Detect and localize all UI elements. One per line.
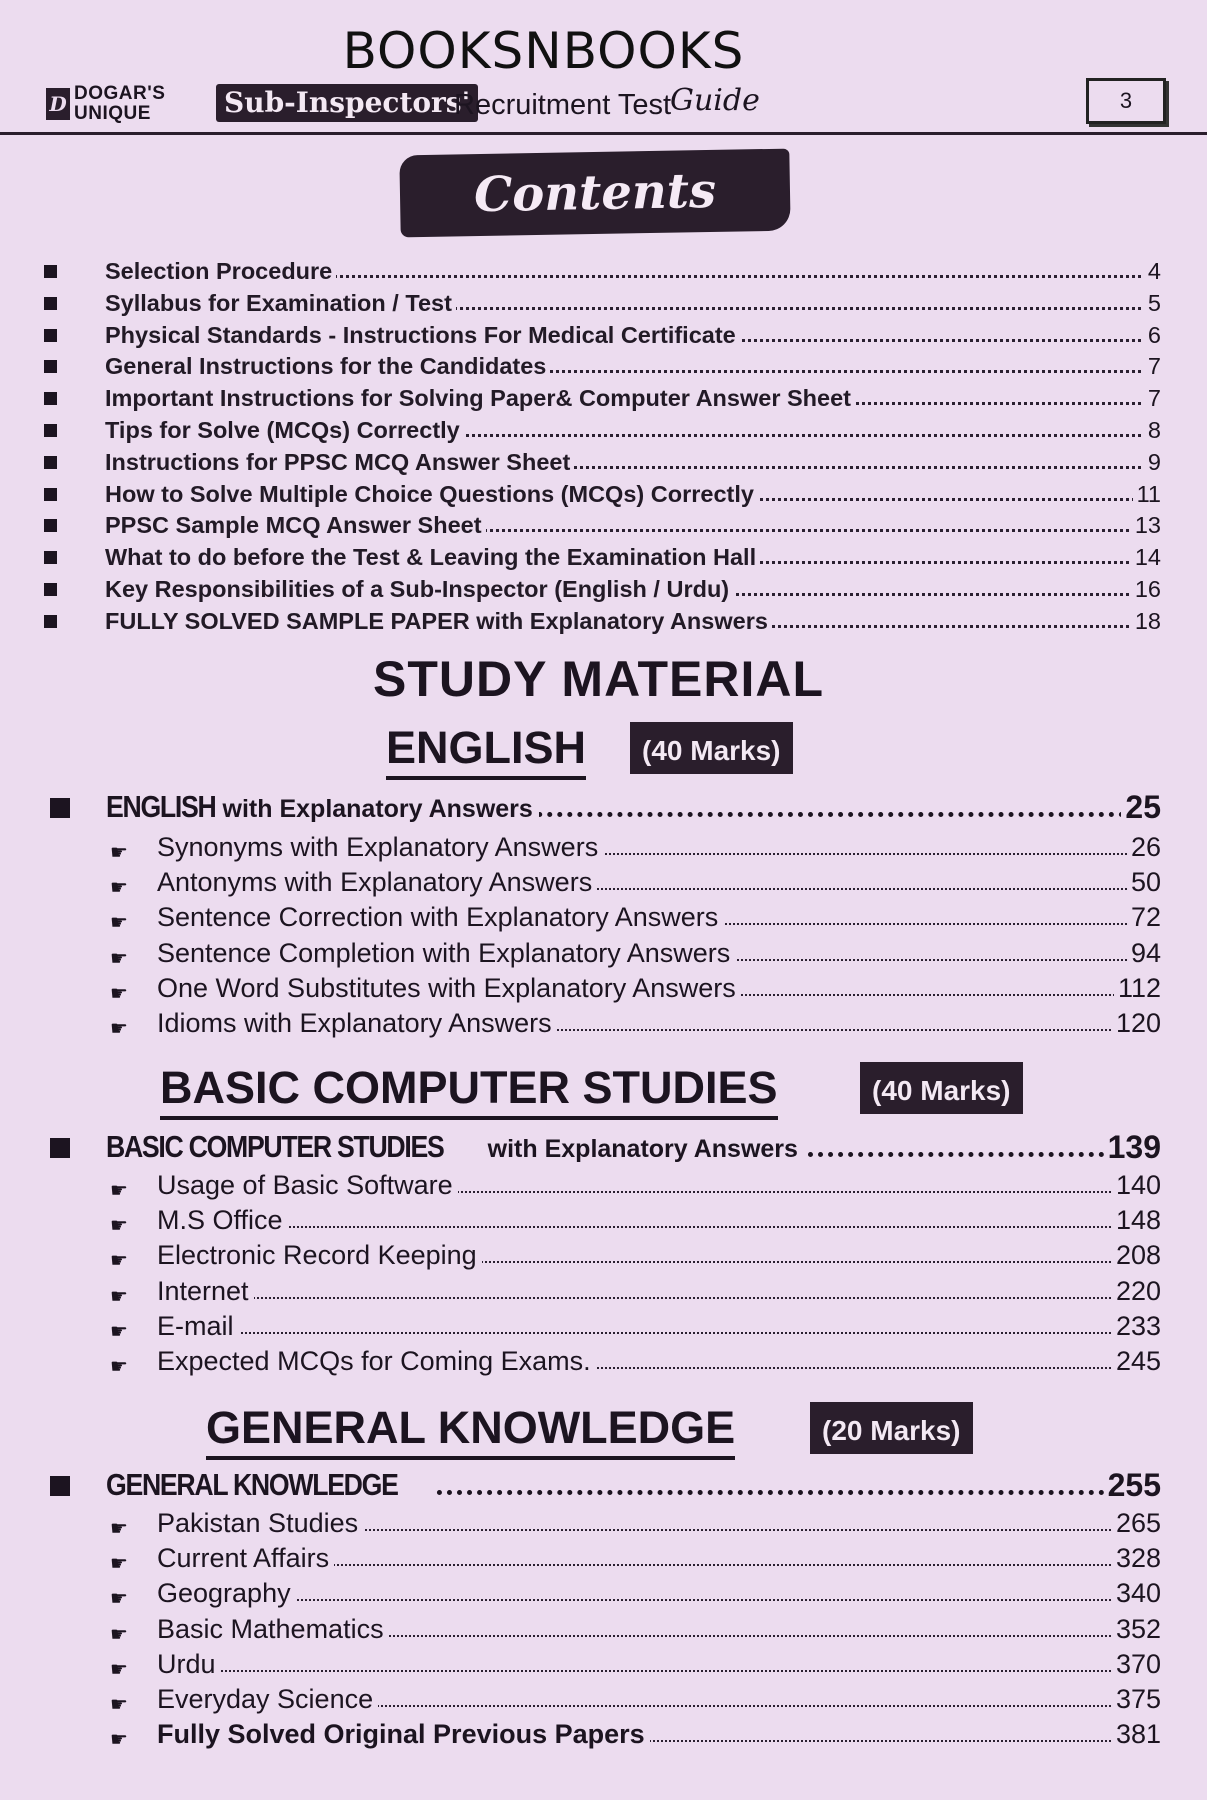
toc-page: 11 [1133,479,1161,509]
section-name: ENGLISH [386,720,586,780]
sub-entry-title: Idioms with Explanatory Answers [157,1006,557,1040]
main-entry-title [106,1126,804,1170]
sub-entry-title: Internet [157,1274,254,1308]
sub-entry-title: Synonyms with Explanatory Answers [157,830,603,864]
toc-row[interactable] [0,479,1207,509]
sub-entry[interactable] [0,865,1207,899]
sub-entry-page: 94 [1127,936,1161,970]
sub-entry[interactable] [0,1647,1207,1681]
sub-entry[interactable] [0,1541,1207,1575]
toc-title: What to do before the Test & Leaving the Examination Hall [105,542,760,572]
sub-entry[interactable] [0,1006,1207,1040]
sub-entry-title: Urdu [157,1647,221,1681]
toc-page: 5 [1144,288,1161,318]
square-bullet-icon [44,615,57,628]
sub-entry[interactable] [0,1612,1207,1646]
dot-leader [157,1670,1155,1672]
sub-entry[interactable] [0,1203,1207,1237]
sub-entry-page: 50 [1127,865,1161,899]
sub-entry-page: 375 [1112,1682,1161,1716]
square-bullet-icon [44,456,57,469]
section-main-entry[interactable] [0,786,1207,828]
pointing-hand-icon: ☛ [110,912,128,935]
toc-page: 6 [1144,320,1161,350]
sub-entry-page: 112 [1114,971,1161,1005]
sub-entry-page: 208 [1112,1238,1161,1272]
square-bullet-icon [50,1476,70,1496]
toc-row[interactable] [0,383,1207,413]
toc-page: 7 [1144,383,1161,413]
main-entry-page: 25 [1121,786,1161,828]
sub-entry[interactable] [0,1238,1207,1272]
dot-leader [157,1599,1155,1601]
pointing-hand-icon: ☛ [110,1694,128,1716]
contents-title: Contents [399,149,790,238]
pointing-hand-icon: ☛ [110,1250,128,1273]
section-heading [160,1060,1050,1120]
pointing-hand-icon: ☛ [110,1215,128,1238]
brand-logo-icon: D [46,88,70,120]
sub-entry[interactable] [0,1682,1207,1716]
header-rule [0,132,1207,135]
page-number: 3 [1086,78,1166,124]
sub-entry-title: E-mail [157,1309,239,1343]
page-header [46,78,1166,134]
pointing-hand-icon: ☛ [110,1658,128,1681]
pointing-hand-icon: ☛ [110,1518,128,1540]
pointing-hand-icon: ☛ [110,1356,128,1378]
pointing-hand-icon: ☛ [110,1588,128,1611]
dot-leader [157,1332,1155,1334]
sub-entry-title: Basic Mathematics [157,1612,389,1646]
sub-entry-title: Pakistan Studies [157,1506,363,1540]
marks-badge: (20 Marks) [810,1402,973,1454]
pointing-hand-icon: ☛ [110,1553,128,1576]
sub-entry-title: One Word Substitutes with Explanatory Answers [157,971,741,1005]
sub-entry[interactable] [0,1576,1207,1610]
toc-title: Tips for Solve (MCQs) Correctly [105,415,464,445]
pointing-hand-icon: ☛ [110,1320,128,1343]
main-entry-bold: BASIC COMPUTER STUDIES [106,1129,444,1164]
pointing-hand-icon: ☛ [110,1018,128,1040]
main-entry-title [106,786,539,830]
square-bullet-icon [44,297,57,310]
main-entry-page: 255 [1104,1464,1161,1506]
toc-title: How to Solve Multiple Choice Questions (MCQs) Correctly [105,479,758,509]
sub-entry-title: Everyday Science [157,1682,378,1716]
sub-entry[interactable] [0,936,1207,970]
sub-entry[interactable] [0,971,1207,1005]
section-heading [206,1400,1000,1460]
sub-entry-page: 120 [1112,1006,1161,1040]
sub-entry-title: Fully Solved Original Previous Papers [157,1717,650,1751]
square-bullet-icon [44,424,57,437]
square-bullet-icon [44,329,57,342]
sub-entry-page: 148 [1112,1203,1161,1237]
square-bullet-icon [44,360,57,373]
main-entry-rest: with Explanatory Answers [487,1135,798,1163]
sub-entry[interactable] [0,1274,1207,1308]
toc-row[interactable] [0,447,1207,477]
toc-page: 4 [1144,256,1161,286]
toc-title: FULLY SOLVED SAMPLE PAPER with Explanatory Answers [105,606,772,636]
marks-badge: (40 Marks) [630,722,793,774]
sub-entry-title: Usage of Basic Software [157,1168,458,1202]
sub-entry-page: 233 [1112,1309,1161,1343]
sub-entry-page: 72 [1127,900,1161,934]
toc-title: General Instructions for the Candidates [105,351,550,381]
header-subtitle: Recruitment Test [454,89,672,121]
square-bullet-icon [44,519,57,532]
study-material-title: STUDY MATERIAL [372,651,825,707]
sub-entry[interactable] [0,830,1207,864]
square-bullet-icon [44,488,57,501]
sub-entry[interactable] [0,900,1207,934]
marks-badge: (40 Marks) [860,1062,1023,1114]
toc-row[interactable] [0,574,1207,604]
toc-title: PPSC Sample MCQ Answer Sheet [105,510,486,540]
dot-leader [157,1226,1155,1228]
pointing-hand-icon: ☛ [110,1285,128,1308]
section-name: GENERAL KNOWLEDGE [206,1400,735,1460]
main-entry-rest: with Explanatory Answers [222,795,533,823]
sub-entry-page: 328 [1112,1541,1161,1575]
toc-page: 9 [1144,447,1161,477]
sub-entry-page: 370 [1112,1647,1161,1681]
square-bullet-icon [44,392,57,405]
header-guide: Guide [670,83,760,118]
pointing-hand-icon: ☛ [110,982,128,1005]
pointing-hand-icon: ☛ [110,947,128,970]
toc-row[interactable] [0,320,1207,350]
brand-name [74,84,165,124]
brand-line2: UNIQUE [74,103,151,124]
sub-entry-page: 340 [1112,1576,1161,1610]
brand-line1: DOGAR'S [74,83,166,104]
pointing-hand-icon: ☛ [110,1729,128,1752]
square-bullet-icon [50,798,70,818]
sub-entry[interactable] [0,1717,1207,1751]
toc-row[interactable] [0,542,1207,572]
toc-page: 8 [1144,415,1161,445]
toc-title: Important Instructions for Solving Paper& Computer Answer Sheet [105,383,855,413]
sub-entry[interactable] [0,1506,1207,1540]
toc-row[interactable] [0,256,1207,286]
pointing-hand-icon: ☛ [110,1623,128,1646]
toc-row[interactable] [0,288,1207,318]
dot-leader [157,1297,1155,1299]
series-badge: Sub-Inspectors' [216,84,478,122]
sub-entry-page: 245 [1112,1344,1161,1378]
sub-entry-page: 220 [1112,1274,1161,1308]
sub-entry-title: Antonyms with Explanatory Answers [157,865,597,899]
square-bullet-icon [44,583,57,596]
sub-entry-title: Geography [157,1576,296,1610]
sub-entry[interactable] [0,1344,1207,1378]
section-main-entry[interactable] [0,1464,1207,1506]
pointing-hand-icon: ☛ [110,1180,128,1202]
sub-entry-page: 140 [1112,1168,1161,1202]
toc-title: Physical Standards - Instructions For Medical Certificate [105,320,740,350]
square-bullet-icon [44,551,57,564]
section-heading [386,720,820,780]
section-name: BASIC COMPUTER STUDIES [160,1060,778,1120]
square-bullet-icon [50,1138,70,1158]
toc-row[interactable] [0,351,1207,381]
sub-entry-title: Electronic Record Keeping [157,1238,482,1272]
pointing-hand-icon: ☛ [110,842,128,864]
toc-row[interactable] [0,606,1207,636]
sub-entry-title: Expected MCQs for Coming Exams. [157,1344,596,1378]
main-entry-bold: GENERAL KNOWLEDGE [106,1467,398,1502]
toc-page: 18 [1131,606,1161,636]
sub-entry-title: Sentence Completion with Explanatory Answers [157,936,735,970]
main-entry-title [106,1464,433,1508]
toc-row[interactable] [0,415,1207,445]
toc-page: 16 [1131,574,1161,604]
sub-entry[interactable] [0,1309,1207,1343]
square-bullet-icon [44,265,57,278]
toc-page: 13 [1131,510,1161,540]
sub-entry[interactable] [0,1168,1207,1202]
toc-title: Syllabus for Examination / Test [105,288,456,318]
section-main-entry[interactable] [0,1126,1207,1168]
toc-row[interactable] [0,510,1207,540]
sub-entry-title: Current Affairs [157,1541,334,1575]
toc-title: Instructions for PPSC MCQ Answer Sheet [105,447,574,477]
toc-page: 7 [1144,351,1161,381]
main-entry-bold: ENGLISH [106,789,216,824]
sub-entry-title: Sentence Correction with Explanatory Answers [157,900,723,934]
toc-title: Selection Procedure [105,256,336,286]
sub-entry-page: 381 [1112,1717,1161,1751]
pointing-hand-icon: ☛ [110,877,128,900]
toc-title: Key Responsibilities of a Sub-Inspector (English / Urdu) [105,574,733,604]
toc-page: 14 [1131,542,1161,572]
sub-entry-page: 26 [1127,830,1161,864]
sub-entry-title: M.S Office [157,1203,288,1237]
sub-entry-page: 352 [1112,1612,1161,1646]
main-entry-page: 139 [1104,1126,1161,1168]
watermark: BOOKSNBOOKS [342,22,745,80]
sub-entry-page: 265 [1112,1506,1161,1540]
